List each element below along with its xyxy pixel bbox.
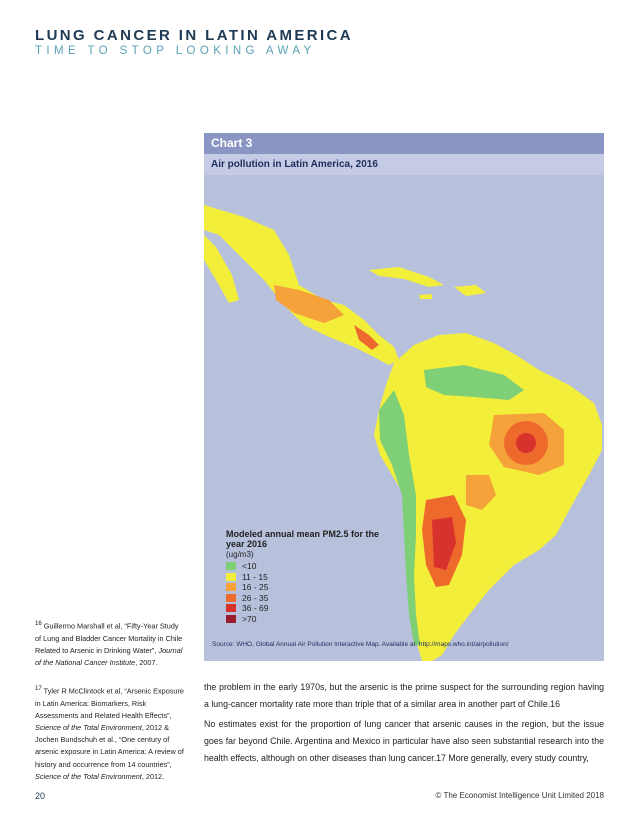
map-hispaniola xyxy=(454,285,486,296)
legend-title: Modeled annual mean PM2.5 for the year 2016 xyxy=(226,529,380,549)
legend-item xyxy=(226,582,426,593)
footnote-number: 16 xyxy=(35,620,42,627)
legend-label: 36 - 69 xyxy=(242,603,269,614)
chart-source: Source: WHO, Global Annual Air Pollution Interactive Map. Available at: http://maps.who.int/airpollution/ xyxy=(212,641,509,648)
legend-swatch xyxy=(226,583,236,591)
legend-swatch xyxy=(226,594,236,602)
footnote-text: Tyler R McClintock et al, “Arsenic Exposure in Latin America: Biomarkers, Risk Assessments and Related Health Effects”, xyxy=(35,686,184,720)
legend-item xyxy=(226,572,426,583)
legend-label: <10 xyxy=(242,561,257,572)
report-title: LUNG CANCER IN LATIN AMERICA xyxy=(35,27,354,44)
body-paragraph-1: the problem in the early 1970s, but the arsenic is the prime suspect for the surrounding region having a lung-cancer mortality rate more than triple that of a similar area in another part of Chile.16 xyxy=(204,682,604,709)
footnote-number: 17 xyxy=(35,685,42,692)
page-number: 20 xyxy=(35,791,46,801)
footnote-journal-2: Science of the Total Environment xyxy=(35,771,142,781)
copyright: © The Economist Intelligence Unit Limited 2018 xyxy=(435,791,604,800)
legend-unit: (ug/m3) xyxy=(226,550,254,559)
footnote-text: Guillermo Marshall et al, “Fifty-Year Study of Lung and Bladder Cancer Mortality in Chile Related to Arsenic in Drinking Water”, xyxy=(35,621,183,655)
body-paragraph-2: No estimates exist for the proportion of lung cancer that arsenic causes in the region, but the issue goes far beyond Chile. Argentina and Mexico in particular have also seen substantial research into the health effects, although on other diseases than lung cancer.17 More generally, every study country, xyxy=(204,719,604,763)
footnote-tail: , 2007. xyxy=(135,658,158,668)
chart-figure xyxy=(204,133,604,661)
legend-item xyxy=(226,603,426,614)
legend-swatch xyxy=(226,615,236,623)
legend-item xyxy=(226,561,426,572)
footnote-journal: Science of the Total Environment xyxy=(35,723,142,733)
legend-label: >70 xyxy=(242,613,257,624)
footnote-16 xyxy=(35,618,185,669)
legend-swatch xyxy=(226,562,236,570)
legend-label: 16 - 25 xyxy=(242,582,269,593)
chart-title: Air pollution in Latin America, 2016 xyxy=(204,154,604,175)
footnote-tail: , 2012 & Jochen Bundschuh et al., “One century of arsenic exposure in Latin America: A review of history and occurrence from 14 countries”, xyxy=(35,723,184,769)
map-legend xyxy=(226,529,426,624)
legend-item xyxy=(226,593,426,604)
map-jamaica xyxy=(419,294,432,299)
map-cuba xyxy=(369,267,444,287)
legend-label: 26 - 35 xyxy=(242,592,269,603)
footnote-tail-2: , 2012. xyxy=(141,771,165,781)
footnote-journal: Journal of the National Cancer Institute xyxy=(35,645,183,668)
report-subtitle: TIME TO STOP LOOKING AWAY xyxy=(35,45,316,57)
map-brazil-core xyxy=(516,433,536,453)
legend-swatch xyxy=(226,604,236,612)
legend-item xyxy=(226,614,426,625)
legend-label: 11 - 15 xyxy=(242,571,268,582)
footnote-17 xyxy=(35,683,185,783)
legend-swatch xyxy=(226,573,236,581)
chart-label: Chart 3 xyxy=(204,133,604,154)
